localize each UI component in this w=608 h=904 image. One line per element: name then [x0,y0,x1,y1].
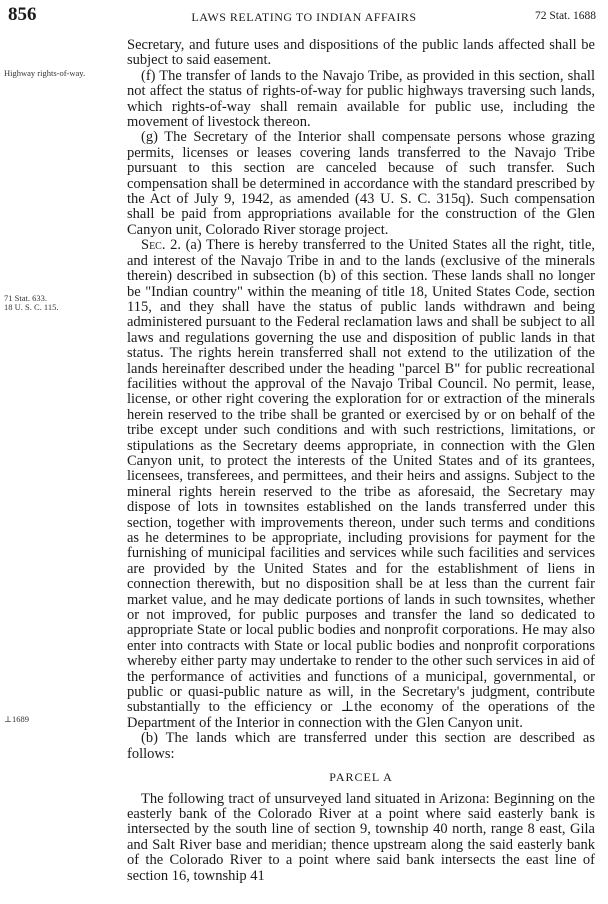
page-header [0,4,608,34]
margin-note-page-break: ⊥1689 [4,714,29,724]
paragraph-f: (f) The transfer of lands to the Navajo Tribe, as provided in this section, shall not affect the status of rights-of-way for public highways traversing such lands, which rights-of-way shall remain available for public use, including the movement of livestock thereon. [127,67,595,131]
section-2-text: (a) There is hereby transferred to the United States all the right, title, and interest of the Navajo Tribe in and to the lands (exclusive of the minerals therein) described in subsection (b) of this section. These lands shall no longer be "Indian country" within the meaning of title 18, United States Code, section 115, and they shall have the status of public lands withdrawn and being administered pursuant to the Federal reclamation laws and shall be subject to all laws and regulations governing the use and disposition of public lands in that status. The rights herein transferred shall not extend to the utilization of the lands hereinafter described under the heading "parcel B" for public recreational facilities without the approval of the Navajo Tribal Council. No permit, lease, license, or other right covering the exploration for or extraction of the minerals herein reserved to the tribe shall be granted or exercised by or on behalf of the tribe except under such conditions and with such restrictions, limitations, or stipulations as the Secretary deems appropriate, in connection with the Glen Canyon unit, to protect the interests of the United States and of its grantees, licensees, transferees, and permittees, and their heirs and assigns. Subject to the mineral rights herein reserved to the tribe as aforesaid, the Secretary may dispose of lots in townsites established on the lands transferred under this section, together with improvements thereon, under such terms and conditions as he determines to be appropriate, including provisions for payment for the furnishing of municipal facilities and services while such facilities and services are provided by the United States and for the establishment of liens in connection therewith, but no disposition shall be at less than the current fair market value, and he may dedicate portions of lands in such townsites, whether or not improved, for public purposes and transfer the land so dedicated to appropriate State or local public bodies and nonprofit corporations. He may also enter into contracts with State or local public bodies and nonprofit corporations whereby either party may undertake to render to the other such services in aid of the performance of activities and functions of a municipal, governmental, or public or quasi-public nature as will, in the Secretary's judgment, contribute substantially to the efficiency or ⊥the economy of the operations of the Department of the Interior in connection with the Glen Canyon unit. [127,237,596,731]
running-title: LAWS RELATING TO INDIAN AFFAIRS [191,10,417,24]
paragraph-continuation: Secretary, and future uses and dispositions of the public lands affected shall be subject to said easement. [127,37,595,69]
parcel-heading: PARCEL A [329,770,393,785]
paragraph-g: (g) The Secretary of the Interior shall compensate persons whose grazing permits, licenses or leases covering lands transferred to the Navajo Tribe pursuant to this section are canceled because of such transfer. Such compensation shall be determined in accordance with the standard prescribed by the Act of July 9, 1942, as amended (43 U. S. C. 315q). Such compensation shall be paid from appropriations available for the construction of the Glen Canyon unit, Colorado River storage project. [127,129,595,238]
parcel-a-description: The following tract of unsurveyed land situated in Arizona: Beginning on the easterly bank of the Colorado River at a point where said easterly bank is intersected by the south line of section 9, township 40 north, range 8 east, Gila and Salt River base and meridian; thence upstream along the said easterly bank of the Colorado River to a point where said bank intersects the east line of section 16, township 41 [127,790,595,884]
page-number: 856 [8,4,37,25]
body-text [127,38,595,884]
paragraph-b: (b) The lands which are transferred under this section are described as follows: [127,730,595,762]
statute-reference: 72 Stat. 1688 [534,10,596,22]
section-label: Sec. 2. [141,237,181,254]
section-2-paragraph-a [127,238,595,731]
margin-note-stat-ref-2: 18 U. S. C. 115. [4,302,59,312]
margin-note-highway: Highway rights-of-way. [4,68,86,78]
margin-note-stat-ref-1: 71 Stat. 633. [4,293,47,303]
